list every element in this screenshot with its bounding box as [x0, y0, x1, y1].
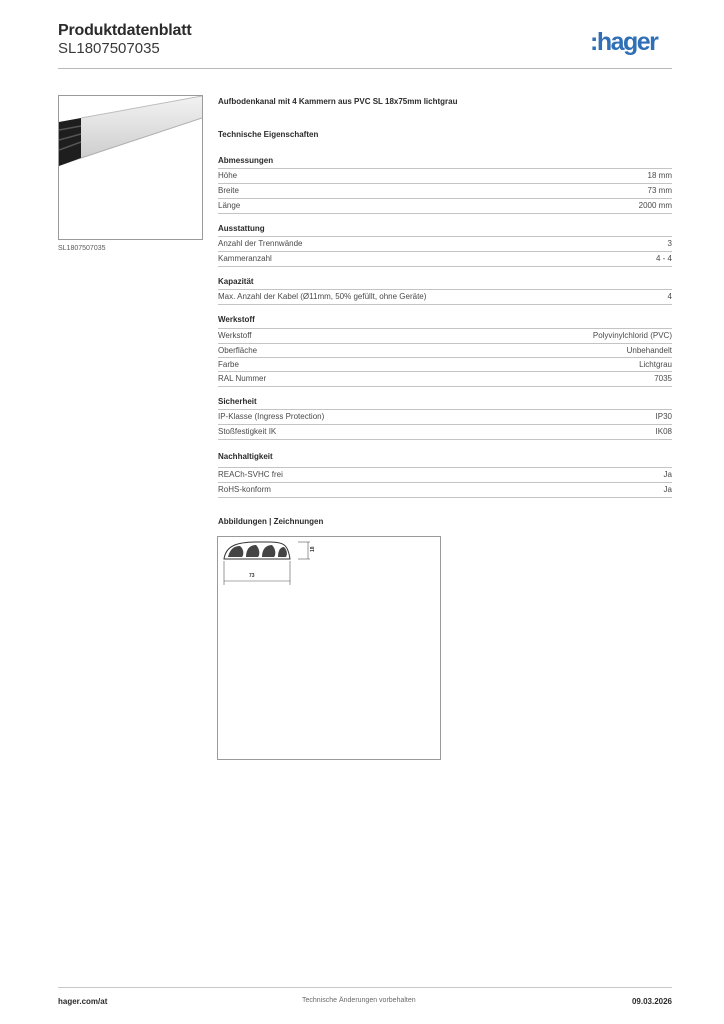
header-divider [58, 68, 672, 69]
row-value: IK08 [655, 427, 672, 436]
cable-duct-illustration [59, 96, 202, 239]
row-label: Stoßfestigkeit IK [218, 427, 277, 436]
height-dimension: 18 [310, 546, 316, 552]
technical-properties-title: Technische Eigenschaften [218, 130, 319, 139]
row-divider [218, 266, 672, 267]
row-divider [218, 304, 672, 305]
article-number: SL1807507035 [58, 40, 160, 57]
cross-section-drawing [218, 537, 440, 759]
table-row [218, 251, 672, 266]
row-label: Farbe [218, 360, 239, 369]
section-title: Nachhaltigkeit [218, 452, 273, 461]
table-row [218, 482, 672, 497]
table-row [218, 371, 672, 386]
row-value: Lichtgrau [639, 360, 672, 369]
row-value: 3 [667, 239, 672, 248]
table-row [218, 198, 672, 213]
page-title: Produktdatenblatt [58, 22, 192, 39]
table-row [218, 328, 672, 343]
table-row [218, 183, 672, 198]
row-value: Polyvinylchlorid (PVC) [592, 331, 672, 340]
row-label: RoHS-konform [218, 485, 271, 494]
drawing-box [217, 536, 441, 760]
row-value: Ja [663, 485, 672, 494]
row-divider [218, 386, 672, 387]
table-row [218, 236, 672, 251]
row-label: Max. Anzahl der Kabel (Ø11mm, 50% gefüllt, ohne Geräte) [218, 292, 427, 301]
table-row [218, 343, 672, 358]
footer-website[interactable]: hager.com/at [58, 997, 108, 1006]
row-value: 7035 [654, 374, 672, 383]
product-description: Aufbodenkanal mit 4 Kammern aus PVC SL 18x75mm lichtgrau [218, 97, 458, 106]
row-value: IP30 [655, 412, 672, 421]
product-image [58, 95, 203, 240]
row-label: Werkstoff [218, 331, 252, 340]
row-label: Kammeranzahl [218, 254, 272, 263]
hager-logo: :hager [590, 28, 658, 56]
section-title: Ausstattung [218, 224, 265, 233]
row-label: RAL Nummer [218, 374, 267, 383]
row-label: Höhe [218, 171, 238, 180]
row-label: Breite [218, 186, 239, 195]
section-title: Sicherheit [218, 397, 257, 406]
row-divider [218, 213, 672, 214]
table-row [218, 467, 672, 482]
row-label: Anzahl der Trennwände [218, 239, 303, 248]
footer-disclaimer: Technische Änderungen vorbehalten [302, 997, 416, 1004]
row-value: 2000 mm [638, 201, 672, 210]
table-row [218, 168, 672, 183]
table-row [218, 357, 672, 372]
row-value: 18 mm [647, 171, 672, 180]
row-label: Oberfläche [218, 346, 258, 355]
row-divider [218, 439, 672, 440]
section-title: Werkstoff [218, 315, 255, 324]
row-label: REACh-SVHC frei [218, 470, 283, 479]
drawings-title: Abbildungen | Zeichnungen [218, 517, 324, 526]
footer-divider [58, 987, 672, 988]
table-row [218, 424, 672, 439]
image-caption: SL1807507035 [58, 245, 106, 252]
row-value: Ja [663, 470, 672, 479]
section-title: Kapazität [218, 277, 254, 286]
footer-date: 09.03.2026 [631, 997, 672, 1006]
row-value: Unbehandelt [626, 346, 672, 355]
row-label: Länge [218, 201, 241, 210]
section-title: Abmessungen [218, 156, 274, 165]
row-value: 73 mm [647, 186, 672, 195]
row-value: 4 [667, 292, 672, 301]
table-row [218, 409, 672, 424]
table-row [218, 289, 672, 304]
width-dimension: 73 [249, 573, 255, 579]
row-divider [218, 497, 672, 498]
row-value: 4 - 4 [655, 254, 672, 263]
row-label: IP-Klasse (Ingress Protection) [218, 412, 325, 421]
